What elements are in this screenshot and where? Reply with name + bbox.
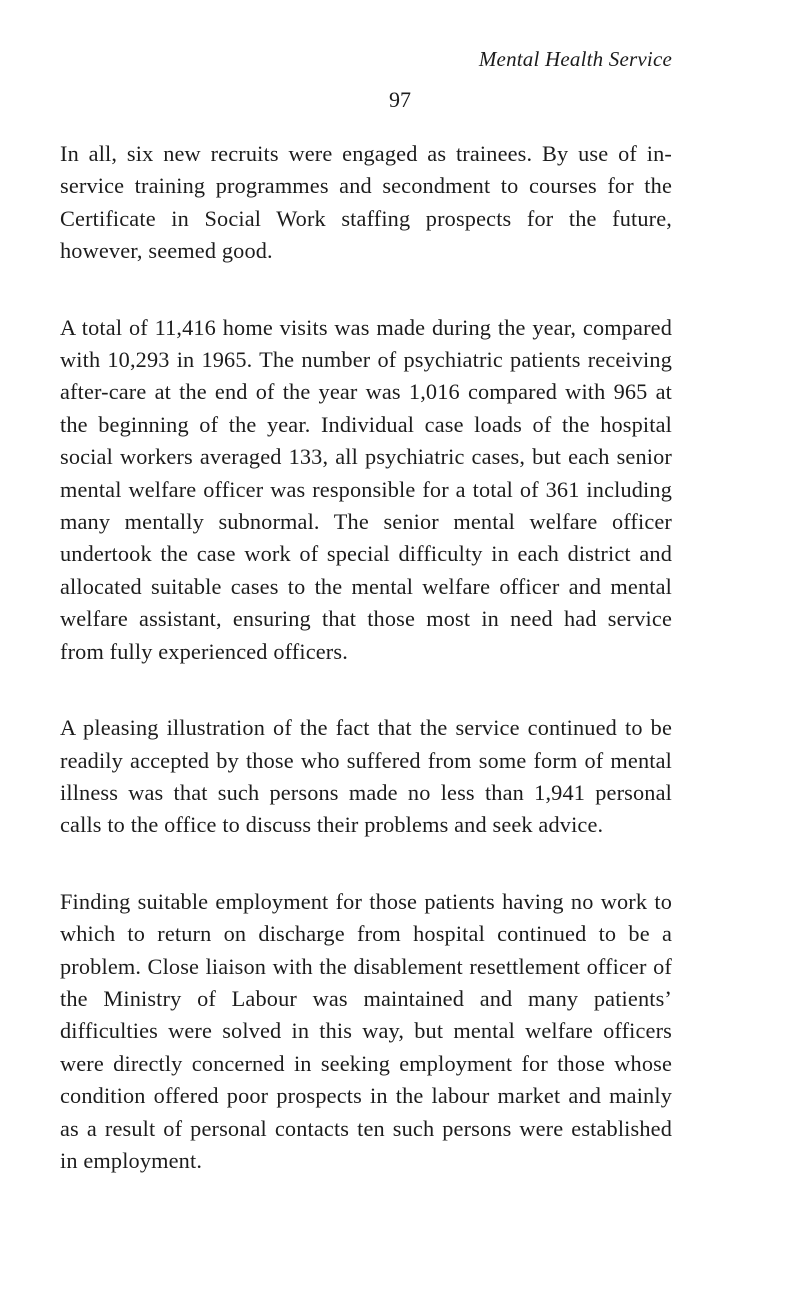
paragraph-personal-calls: A pleasing illustration of the fact that the service continued to be readily accepted by those who suffered from some form of mental illness was that such persons made no less than 1,941 personal calls to the office to discuss their problems and seek advice.	[60, 715, 672, 838]
running-header: Mental Health Service	[478, 47, 672, 71]
page-number: 97	[389, 87, 411, 112]
paragraph-home-visits: A total of 11,416 home visits was made during the year, compared with 10,293 in 1965. The number of psychiatric patients receiving after-care at the end of the year was 1,016 compared with 965 at the beginning of the year. Individual case loads of the hospital social workers averaged 133, all psychiatric cases, but each senior mental welfare officer was responsible for a total of 361 including many mentally subnormal. The senior mental welfare officer undertook the case work of special difficulty in each district and allocated suitable cases to the mental welfare officer and mental welfare assistant, ensuring that those most in need had service from fully experienced officers.	[60, 314, 672, 664]
paragraph-employment: Finding suitable employment for those patients having no work to which to return on discharge from hospital continued to be a problem. Close liaison with the disablement resettlement officer of the Ministry of Labour was maintained and many patients’ difficulties were solved in this way, but mental welfare officers were directly concerned in seeking employment for those whose condition offered poor prospects in the labour market and mainly as a result of personal contacts ten such persons were established in employment.	[60, 888, 672, 1173]
paragraph-trainees: In all, six new recruits were engaged as trainees. By use of in-service training programmes and secondment to courses for the Certificate in Social Work staffing prospects for the future, however, seemed good.	[60, 141, 672, 264]
body-text	[60, 138, 672, 1221]
